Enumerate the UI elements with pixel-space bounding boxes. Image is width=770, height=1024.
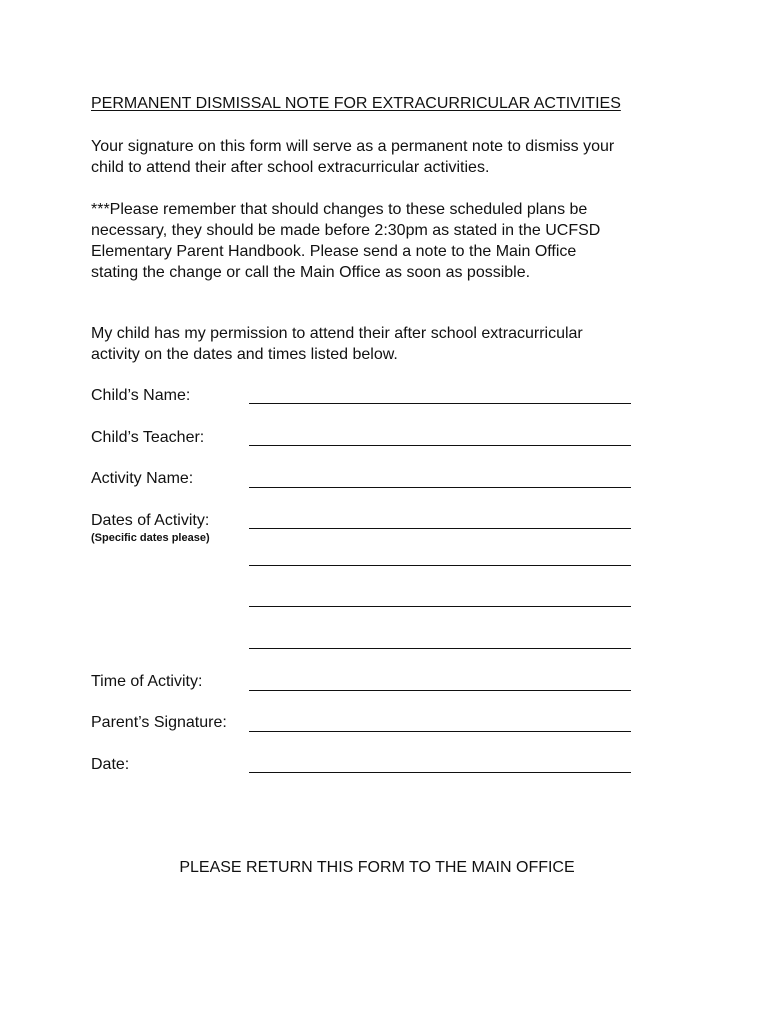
reminder-paragraph (91, 199, 691, 283)
reminder-line: Elementary Parent Handbook. Please send a note to the Main Office (91, 243, 577, 260)
dates-field-line[interactable] (249, 565, 631, 566)
return-instruction (0, 858, 770, 878)
child-name-label: Child’s Name: (91, 387, 191, 404)
parent-signature-field[interactable] (249, 731, 631, 732)
activity-name-field[interactable] (249, 487, 631, 488)
child-teacher-label: Child’s Teacher: (91, 429, 205, 446)
parent-signature-label: Parent’s Signature: (91, 714, 227, 731)
date-label: Date: (91, 756, 130, 773)
reminder-line: ***Please remember that should changes to these scheduled plans be (91, 201, 588, 218)
reminder-line: stating the change or call the Main Office as soon as possible. (91, 264, 531, 281)
intro-paragraph (91, 136, 691, 178)
time-of-activity-label: Time of Activity: (91, 673, 203, 690)
form-title: PERMANENT DISMISSAL NOTE FOR EXTRACURRICULAR ACTIVITIES (91, 95, 621, 112)
time-of-activity-field[interactable] (249, 690, 631, 691)
intro-line: Your signature on this form will serve as a permanent note to dismiss your (91, 138, 615, 155)
permission-paragraph (91, 323, 691, 365)
dates-field-line[interactable] (249, 606, 631, 607)
return-instruction-text: PLEASE RETURN THIS FORM TO THE MAIN OFFICE (179, 859, 575, 876)
permission-line: activity on the dates and times listed below. (91, 346, 398, 363)
intro-line: child to attend their after school extracurricular activities. (91, 159, 490, 176)
permission-line: My child has my permission to attend their after school extracurricular (91, 325, 583, 342)
dates-field-line[interactable] (249, 648, 631, 649)
reminder-line: necessary, they should be made before 2:30pm as stated in the UCFSD (91, 222, 601, 239)
dates-field-line[interactable] (249, 528, 631, 529)
date-field[interactable] (249, 772, 631, 773)
activity-name-label: Activity Name: (91, 470, 194, 487)
dates-note: (Specific dates please) (91, 532, 210, 544)
dates-of-activity-label: Dates of Activity: (91, 512, 210, 529)
child-name-field[interactable] (249, 403, 631, 404)
child-teacher-field[interactable] (249, 445, 631, 446)
